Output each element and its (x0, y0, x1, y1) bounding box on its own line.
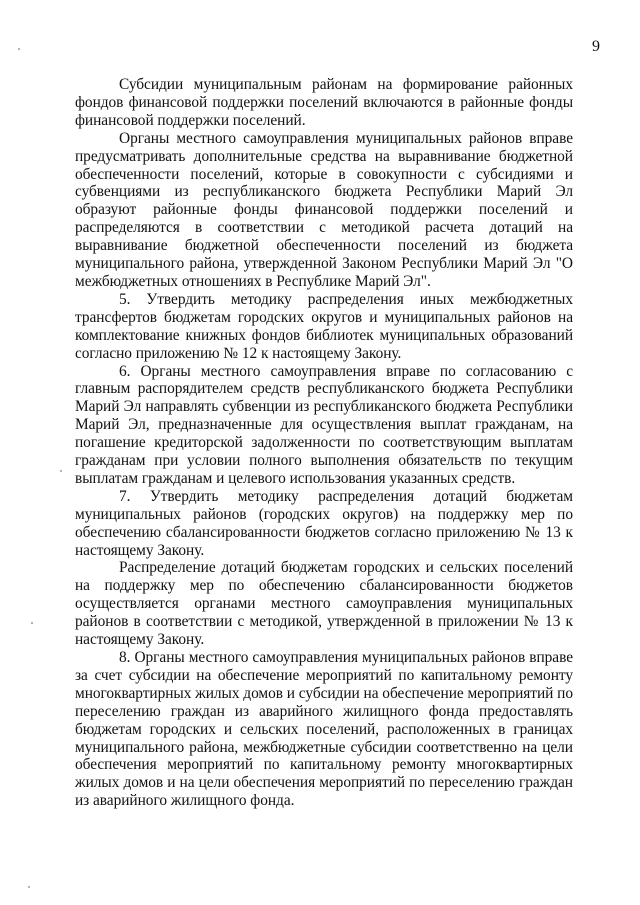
paragraph-item-6-subventions: 6. Органы местного самоуправления вправе по согласованию с главным распорядителем средств республиканского бюджета Республики Марий Эл направлять субвенции из республиканского бюджета Республики Марий Эл, предназначенные для осуществления выплат гражданам, на погашение кредиторской задолженности по соответствующим выплатам гражданам при условии полного выполнения обязательств по текущим выплатам гражданам и целевого использования указанных средств. (75, 362, 573, 487)
paragraph-subsidies-district-funds: Субсидии муниципальным районам на формирование районных фондов финансовой поддержки поселений включаются в районные фонды финансовой поддержки поселений. (75, 76, 573, 129)
scan-speck (28, 886, 30, 888)
scan-speck (60, 470, 62, 472)
paragraph-settlement-grants-distribution: Распределение дотаций бюджетам городских и сельских поселений на поддержку мер по обеспечению сбалансированности бюджетов осуществляется органами местного самоуправления муниципальных районов в соответствии с методикой, утвержденной в приложении № 13 к настоящему Закону. (75, 559, 573, 649)
paragraph-local-authorities-additional-funds: Органы местного самоуправления муниципальных районов вправе предусматривать дополнительные средства на выравнивание бюджетной обеспеченности поселений, которые в совокупности с субсидиями и субвенциями из республиканского бюджета Республики Марий Эл образуют районные фонды финансовой поддержки поселений и распределяются в соответствии с методикой расчета дотаций на выравнивание бюджетной обеспеченности поселений из бюджета муниципального района, утвержденной Законом Республики Марий Эл "О межбюджетных отношениях в Республике Марий Эл". (75, 129, 573, 290)
paragraph-item-7-balance-subsidies: 7. Утвердить методику распределения дотаций бюджетам муниципальных районов (городских округов) на поддержку мер по обеспечению сбалансированности бюджетов согласно приложению № 13 к настоящему Закону. (75, 487, 573, 559)
paragraph-item-5-library-funds: 5. Утвердить методику распределения иных межбюджетных трансфертов бюджетам городских округов и муниципальных районов на комплектование книжных фондов библиотек муниципальных образований согласно приложению № 12 к настоящему Закону. (75, 290, 573, 362)
paragraph-item-8-capital-repair: 8. Органы местного самоуправления муниципальных районов вправе за счет субсидии на обеспечение мероприятий по капитальному ремонту многоквартирных жилых домов и субсидии на обеспечение мероприятий по переселению граждан из аварийного жилищного фонда предоставлять бюджетам городских и сельских поселений, расположенных в границах муниципального района, межбюджетные субсидии соответственно на цели обеспечения мероприятий по капитальному ремонту многоквартирных жилых домов и на цели обеспечения мероприятий по переселению граждан из аварийного жилищного фонда. (75, 649, 573, 810)
document-body (75, 76, 573, 810)
scan-speck (18, 48, 20, 50)
scan-speck (31, 622, 33, 624)
page-number: 9 (592, 38, 600, 55)
